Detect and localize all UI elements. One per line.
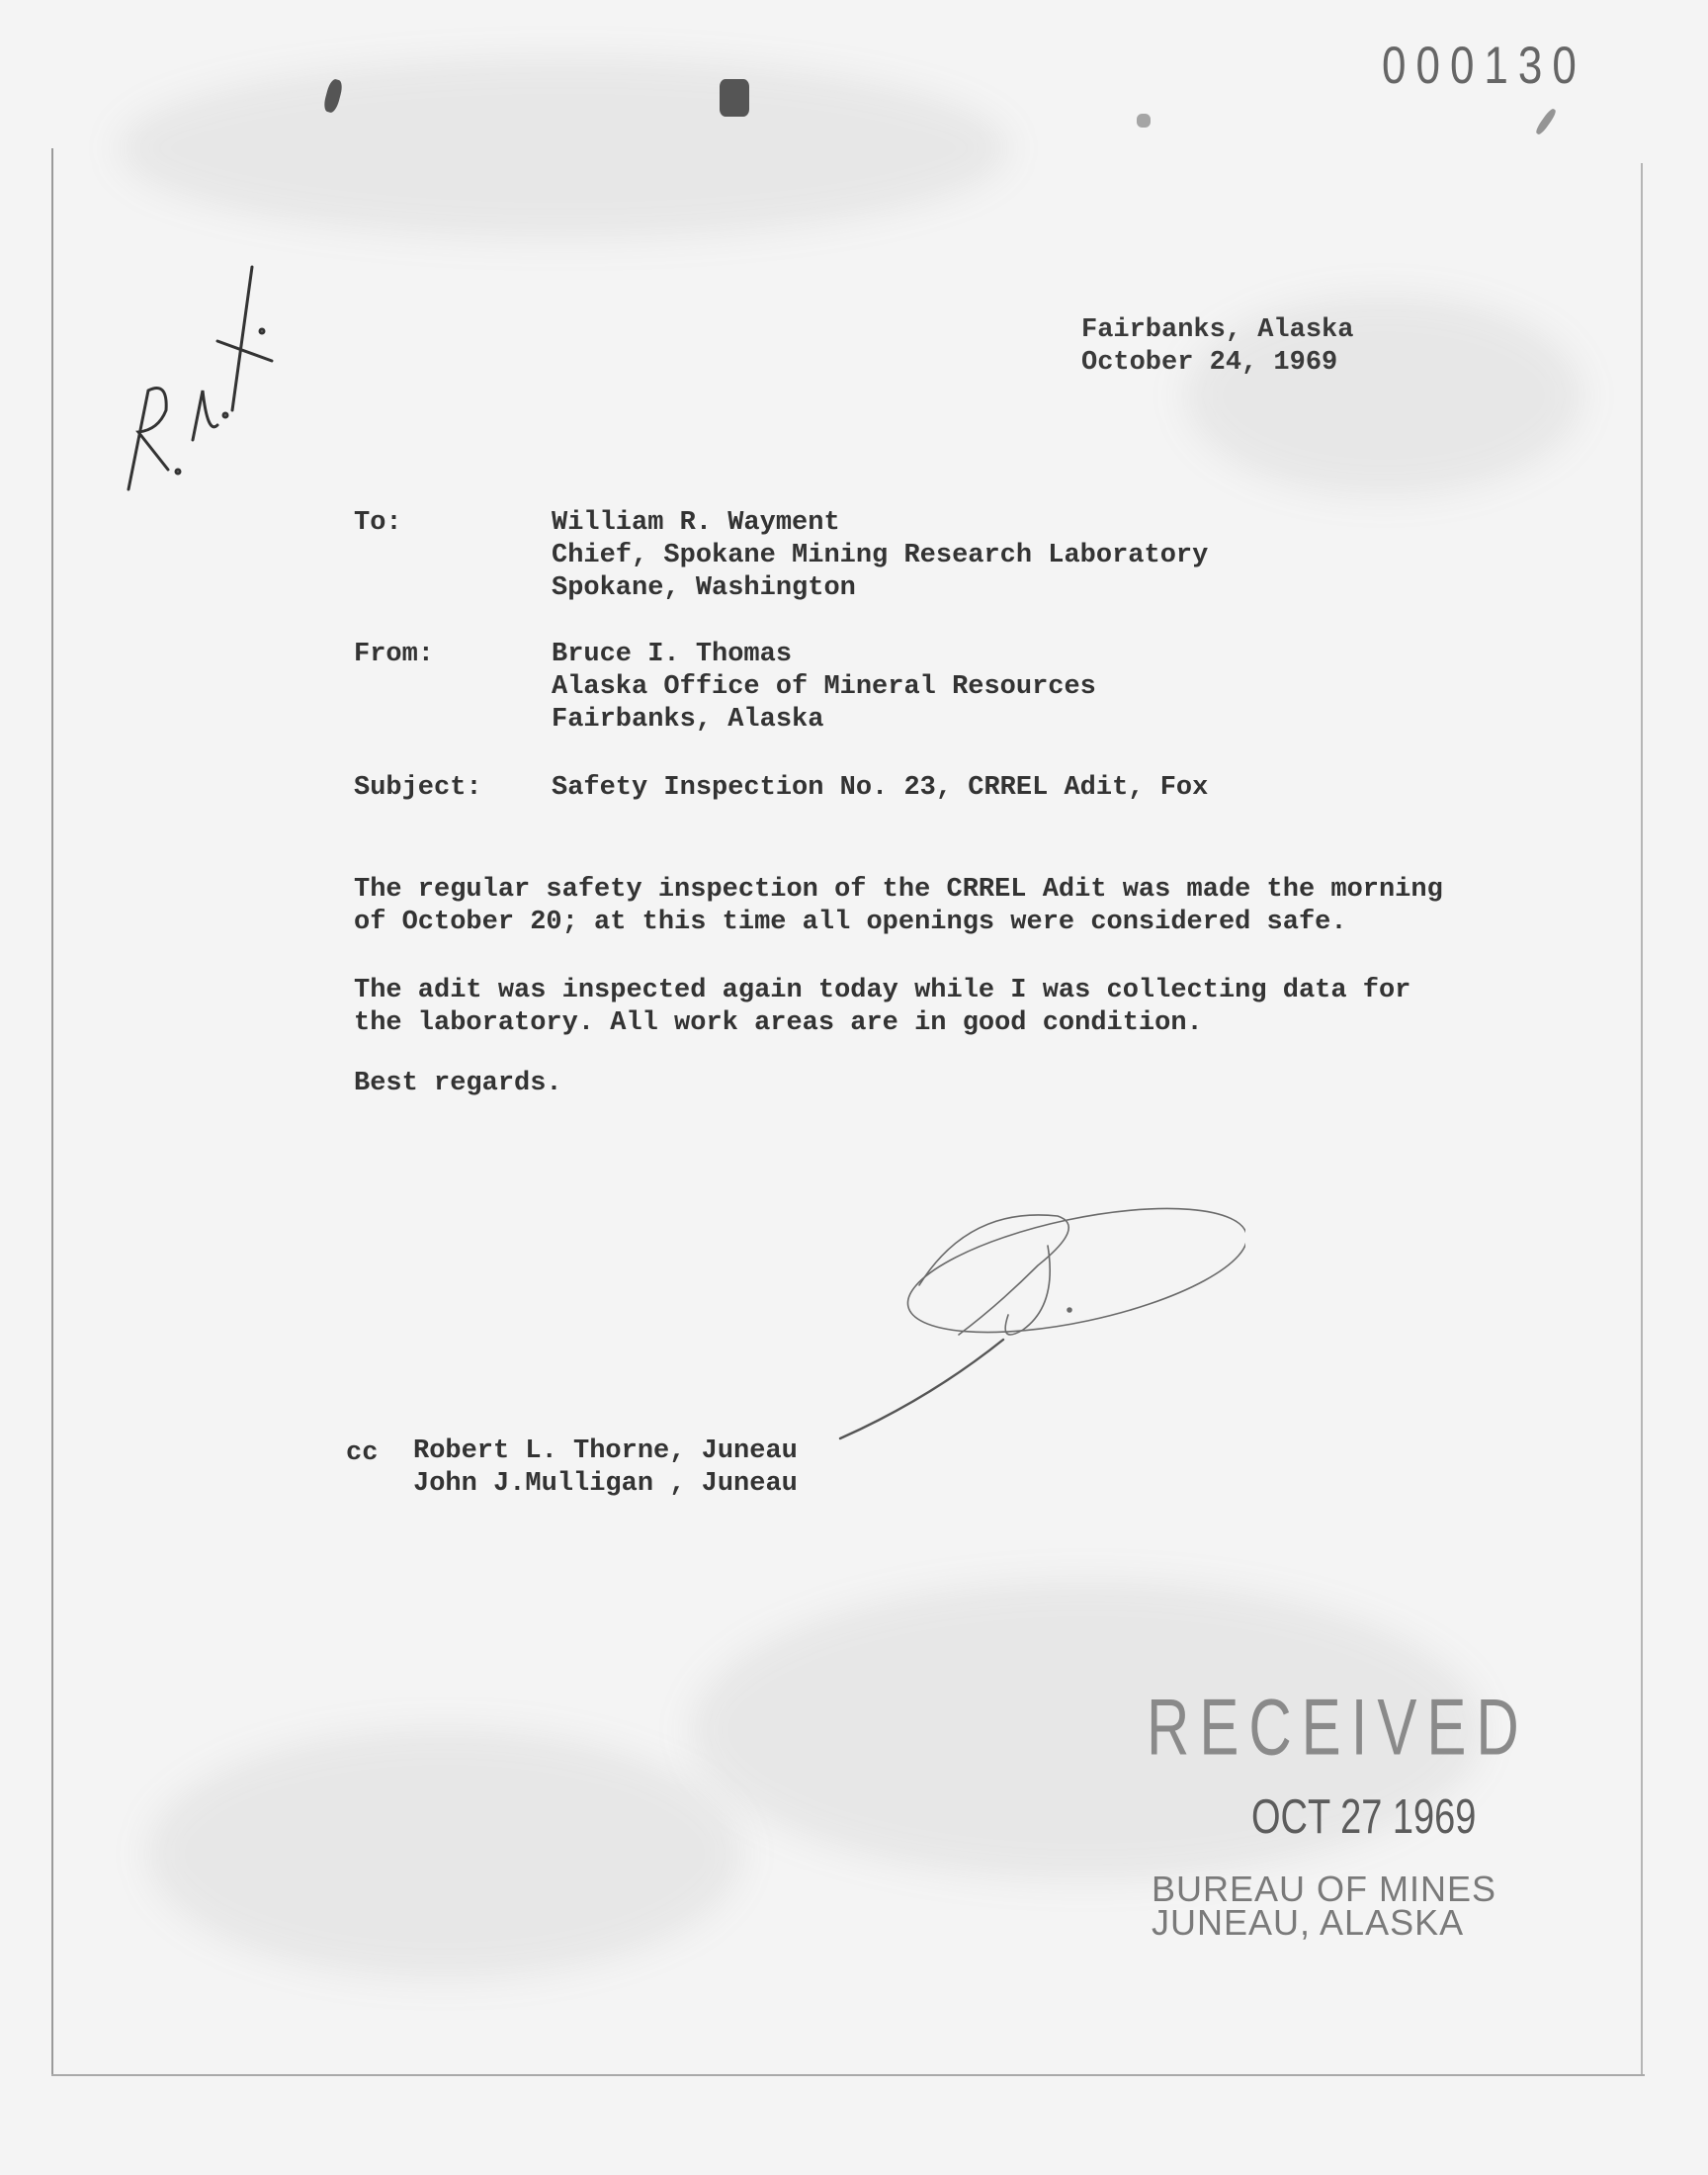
body-paragraph: The regular safety inspection of the CRREL Adit was made the morning of October 20; at this time all openings were considered safe. bbox=[354, 875, 1443, 937]
scan-mark bbox=[1534, 107, 1558, 135]
stamp-org-line: BUREAU OF MINES bbox=[1152, 1869, 1497, 1909]
scan-smudge bbox=[148, 1730, 741, 1977]
from-line: Fairbanks, Alaska bbox=[552, 705, 824, 735]
to-label: To: bbox=[354, 508, 402, 538]
scan-mark bbox=[720, 79, 749, 117]
handwritten-initials-image bbox=[109, 252, 277, 509]
sheet-edge-left bbox=[51, 148, 53, 2076]
to-line: William R. Wayment bbox=[552, 508, 840, 538]
cc-name: Robert L. Thorne, Juneau bbox=[413, 1436, 798, 1466]
cc-label: cc bbox=[346, 1438, 379, 1468]
stamp-org-line: JUNEAU, ALASKA bbox=[1152, 1902, 1465, 1943]
stamp-received: RECEIVED bbox=[1147, 1682, 1529, 1772]
to-address bbox=[552, 507, 1208, 605]
to-line: Spokane, Washington bbox=[552, 573, 856, 603]
date: October 24, 1969 bbox=[1081, 348, 1338, 378]
cc-name: John J.Mulligan , Juneau bbox=[413, 1469, 798, 1499]
from-line: Bruce I. Thomas bbox=[552, 640, 793, 669]
place: Fairbanks, Alaska bbox=[1081, 315, 1354, 345]
cc-names bbox=[413, 1436, 798, 1501]
signature-image bbox=[811, 1186, 1245, 1453]
stamp-org bbox=[1152, 1869, 1562, 1943]
closing: Best regards. bbox=[354, 1069, 562, 1098]
place-date-block bbox=[1081, 314, 1353, 380]
scan-mark bbox=[1137, 114, 1151, 128]
from-address bbox=[552, 639, 1096, 737]
stamp-date: OCT 27 1969 bbox=[1251, 1790, 1477, 1845]
from-label: From: bbox=[354, 640, 435, 669]
sheet-edge-right bbox=[1641, 163, 1643, 2076]
scan-smudge bbox=[119, 59, 1008, 237]
from-line: Alaska Office of Mineral Resources bbox=[552, 672, 1096, 702]
body-paragraph: The adit was inspected again today while I was collecting data for the laboratory. All work areas are in good condition. bbox=[354, 976, 1411, 1038]
received-stamp bbox=[1147, 1681, 1562, 1943]
to-line: Chief, Spokane Mining Research Laboratory bbox=[552, 541, 1209, 570]
document-number: 000130 bbox=[1382, 37, 1586, 95]
sheet-edge-bottom bbox=[51, 2074, 1645, 2076]
subject-label: Subject: bbox=[354, 773, 482, 803]
subject-text: Safety Inspection No. 23, CRREL Adit, Fox bbox=[552, 773, 1209, 803]
